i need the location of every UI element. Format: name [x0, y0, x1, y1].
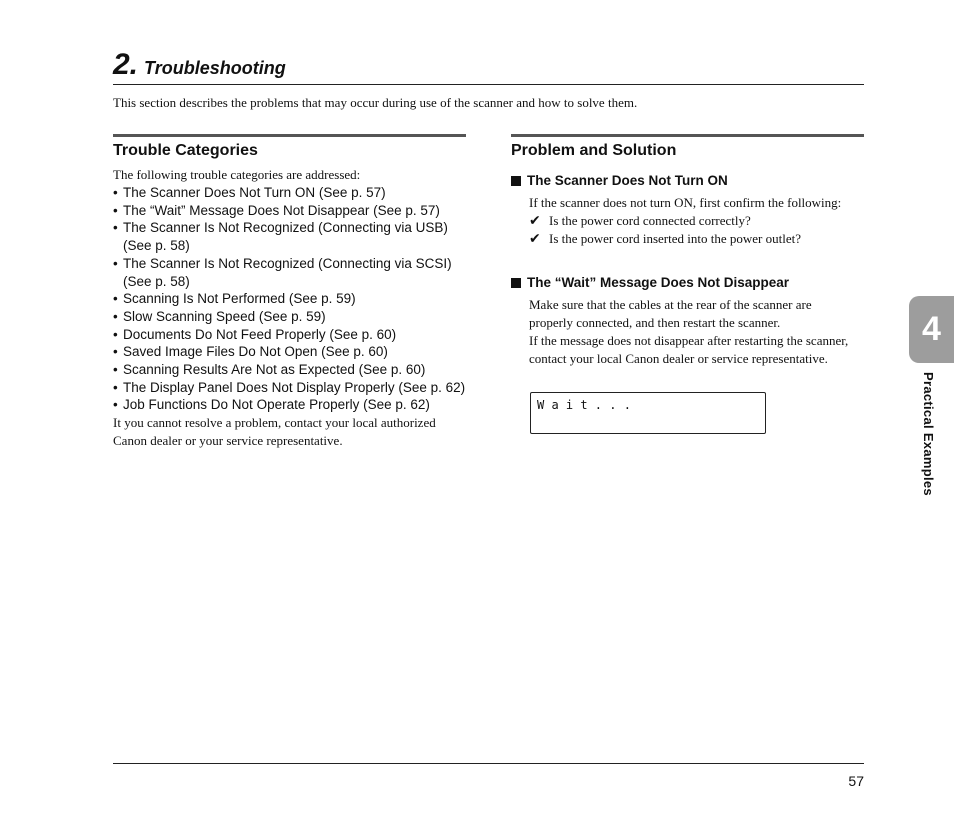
list-item[interactable]: • The Scanner Is Not Recognized (Connecting via SCSI) (See p. 58)	[113, 255, 452, 289]
section2-para1: Make sure that the cables at the rear of the scanner are properly connected, and then restart the scanner.	[529, 297, 812, 330]
intro-text: This section describes the problems that may occur during use of the scanner and how to solve them.	[113, 95, 638, 110]
list-item[interactable]: • Job Functions Do Not Operate Properly (See p. 62)	[113, 397, 430, 413]
bullet-icon: •	[113, 220, 118, 236]
bullet-icon: •	[113, 185, 118, 200]
problem-solution-heading: Problem and Solution	[511, 142, 677, 159]
check-mark-icon: ✔	[529, 213, 541, 229]
display-message: W a i t . . .	[537, 398, 631, 412]
bullet-icon: •	[113, 202, 118, 218]
bullet-icon: •	[113, 308, 118, 324]
display-panel	[530, 392, 766, 434]
scanner-not-on-body	[529, 194, 849, 248]
trouble-categories-heading: Trouble Categories	[113, 142, 258, 159]
trouble-categories-body	[113, 166, 469, 450]
chapter-side-label: Practical Examples	[921, 372, 936, 496]
page-number: 57	[848, 773, 864, 789]
chapter-tab[interactable]	[909, 296, 954, 363]
categories-lead: The following trouble categories are addressed:	[113, 167, 361, 182]
footer-divider	[113, 763, 864, 764]
check-item: ✔ Is the power cord connected correctly?	[529, 213, 751, 229]
categories-closing: It you cannot resolve a problem, contact your local authorized Canon dealer or your service representative.	[113, 415, 436, 449]
chapter-number: 4	[922, 310, 941, 348]
title-divider	[113, 84, 864, 85]
bullet-icon: •	[113, 362, 118, 378]
list-item[interactable]: • Documents Do Not Feed Properly (See p. 60)	[113, 326, 397, 342]
scanner-not-on-heading: The Scanner Does Not Turn ON	[511, 173, 728, 188]
page-title	[113, 48, 286, 82]
right-column-rule	[511, 134, 864, 137]
list-item[interactable]: • Scanning Results Are Not as Expected (See p. 60)	[113, 362, 426, 378]
section1-text: If the scanner does not turn ON, first confirm the following:	[529, 195, 842, 210]
list-item[interactable]: • The Scanner Does Not Turn ON (See p. 57)	[113, 185, 386, 200]
list-item[interactable]: • Slow Scanning Speed (See p. 59)	[113, 308, 326, 324]
list-item[interactable]: • Saved Image Files Do Not Open (See p. 60)	[113, 344, 388, 360]
list-item[interactable]: • The Scanner Is Not Recognized (Connecting via USB) (See p. 58)	[113, 220, 448, 254]
bullet-icon: •	[113, 344, 118, 360]
bullet-icon: •	[113, 379, 118, 395]
black-square-icon	[511, 176, 521, 186]
list-item[interactable]: • The Display Panel Does Not Display Properly (See p. 62)	[113, 379, 466, 395]
wait-message-heading: The “Wait” Message Does Not Disappear	[511, 275, 789, 290]
black-square-icon	[511, 278, 521, 288]
categories-list	[113, 184, 469, 414]
check-item: ✔ Is the power cord inserted into the power outlet?	[529, 231, 801, 247]
section-title: Troubleshooting	[144, 58, 286, 78]
section2-para2: If the message does not disappear after restarting the scanner, contact your local Canon dealer or service representative.	[529, 333, 849, 366]
wait-message-body	[529, 296, 849, 368]
left-column-rule	[113, 134, 466, 137]
chapter-section-number: 2.	[113, 48, 139, 81]
bullet-icon: •	[113, 397, 118, 413]
list-item[interactable]: • Scanning Is Not Performed (See p. 59)	[113, 291, 356, 307]
check-mark-icon: ✔	[529, 231, 541, 247]
bullet-icon: •	[113, 326, 118, 342]
bullet-icon: •	[113, 255, 118, 271]
list-item[interactable]: • The “Wait” Message Does Not Disappear (See p. 57)	[113, 202, 440, 218]
bullet-icon: •	[113, 291, 118, 307]
